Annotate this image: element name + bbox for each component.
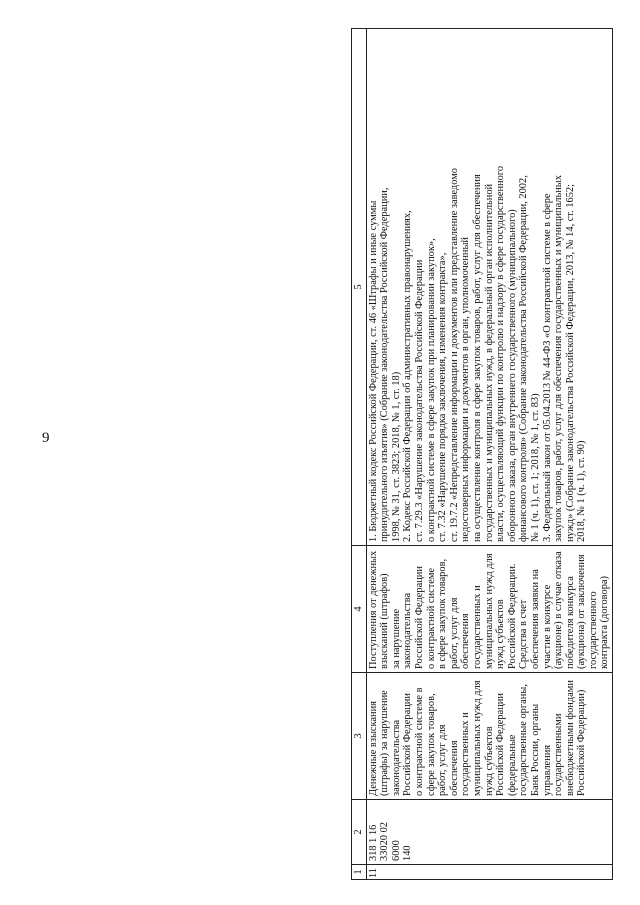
table-header-row — [352, 29, 367, 880]
header-col-2: 2 — [352, 800, 367, 865]
legal-basis-cell: 1. Бюджетный кодекс Российской Федерации, ст. 46 «Штрафы и иные суммы принудительного изъятия» (Собрание законодательства Российской Федерации, 1998, № 31, ст. 3823; 2018, № 1, ст. 18) 2. Кодекс Российской Федерации об административных правонарушениях, ст. 7.29.3 «Нарушение законодательства Российской Федерации о контрактной системе в сфере закупок при планировании закупок», ст. 7.32 «Нарушение порядка заключения, изменения контракта», ст. 19.7.2 «Непредставление информации и документов или представление заведомо недостоверных информации и документов в орган, уполномоченный на осуществление контроля в сфере закупок товаров, работ, услуг для обеспечения государственных и муниципальных нужд, в федеральный орган исполнительной власти, осуществляющий функции по контролю и надзору в сфере государственного оборонного заказа, орган внутреннего государственного (муниципального) финансового контроля» (Собрание законодательства Российской Федерации, 2002, № 1 (ч. 1), ст. 1; 2018, № 1, ст. 83) 3. Федеральный закон от 05.04.2013 № 44-ФЗ «О контрактной системе в сфере закупок товаров, работ, услуг для обеспечения государственных и муниципальных нужд» (Собрание законодательства Российской Федерации, 2013, № 14, ст. 1652; 2018, № 1 (ч. 1), ст. 90) — [366, 29, 612, 546]
header-col-5: 5 — [352, 29, 367, 546]
header-col-1: 1 — [352, 865, 367, 880]
kbk-code-cell: 318 1 16 33020 02 6000 140 — [366, 800, 612, 865]
page-number: 9 — [42, 430, 50, 446]
header-col-4: 4 — [352, 546, 367, 673]
legal-table — [351, 28, 613, 880]
revenue-source-cell: Поступления от денежных взысканий (штрафов) за нарушение законодательства Российской Федерации о контрактной системе в сфере закупок товаров, работ, услуг для обеспечения государственных и муниципальных нужд для нужд субъектов Российской Федерации. Средства в счет обеспечения заявки на участие в конкурсе (аукционе) в случае отказа победителя конкурса (аукциона) от заключения государственного контракта (договора) — [366, 546, 612, 673]
row-number-cell: 11 — [366, 865, 612, 880]
income-description-cell: Денежные взыскания (штрафы) за нарушение законодательства Российской Федерации о контрактной системе в сфере закупок товаров, работ, услуг для обеспечения государственных и муниципальных нужд для нужд субъектов Российской Федерации (федеральные государственные органы, Банк России, органы управления государственными внебюджетными фондами Российской Федерации) — [366, 673, 612, 800]
header-col-3: 3 — [352, 673, 367, 800]
rotated-table-wrapper — [351, 28, 611, 880]
table-row — [366, 29, 612, 880]
